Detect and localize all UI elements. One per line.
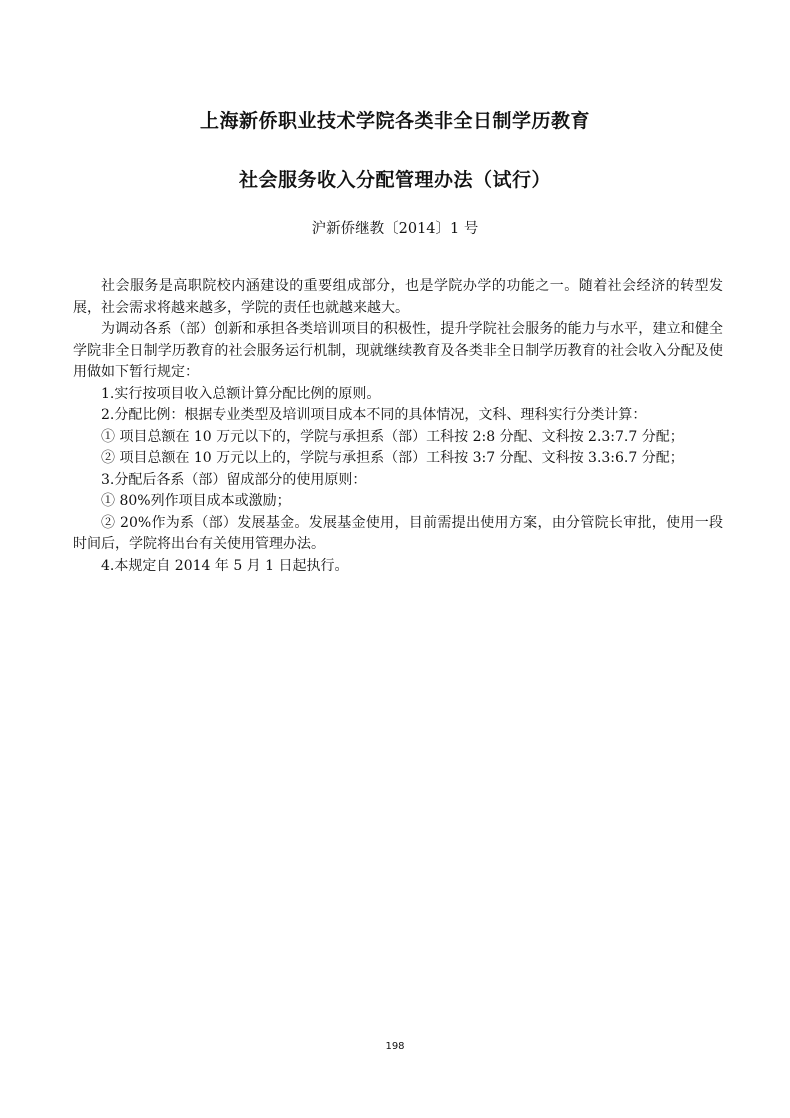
document-title-line2: 社会服务收入分配管理办法（试行） (238, 169, 551, 191)
paragraph-rule-3-item-2: ② 20%作为系（部）发展基金。发展基金使用，目前需提出使用方案，由分管院长审批，使用一段时间后，学院将出台有关使用管理办法。 (73, 514, 723, 552)
document-body (73, 276, 723, 577)
document-title-line1: 上海新侨职业技术学院各类非全日制学历教育 (199, 110, 590, 132)
paragraph-rule-2-item-1: ① 项目总额在 10 万元以下的，学院与承担系（部）工科按 2:8 分配、文科按 2.3:7.7 分配； (101, 428, 684, 445)
paragraph-rule-1: 1.实行按项目收入总额计算分配比例的原则。 (101, 385, 381, 402)
paragraph-rule-2: 2.分配比例：根据专业类型及培训项目成本不同的具体情况，文科、理科实行分类计算： (101, 407, 647, 423)
paragraph-rule-4: 4.本规定自 2014 年 5 月 1 日起执行。 (101, 557, 349, 574)
paragraph-rule-2-item-2: ② 项目总额在 10 万元以上的，学院与承担系（部）工科按 3:7 分配、文科按 3.3:6.7 分配； (101, 450, 684, 466)
paragraph-purpose: 为调动各系（部）创新和承担各类培训项目的积极性，提升学院社会服务的能力与水平，建立和健全学院非全日制学历教育的社会服务运行机制，现就继续教育及各类非全日制学历教育的社会收入分配及使用做如下暂行规定： (73, 321, 723, 380)
page-number: 198 (385, 1041, 405, 1052)
paragraph-rule-3: 3.分配后各系（部）留成部分的使用原则： (101, 471, 367, 488)
paragraph-rule-3-item-1: ① 80%列作项目成本或激励； (101, 493, 291, 509)
document-number: 沪新侨继教〔2014〕1 号 (311, 221, 479, 237)
paragraph-intro: 社会服务是高职院校内涵建设的重要组成部分，也是学院办学的功能之一。随着社会经济的转型发展，社会需求将越来越多，学院的责任也就越来越大。 (73, 278, 723, 316)
